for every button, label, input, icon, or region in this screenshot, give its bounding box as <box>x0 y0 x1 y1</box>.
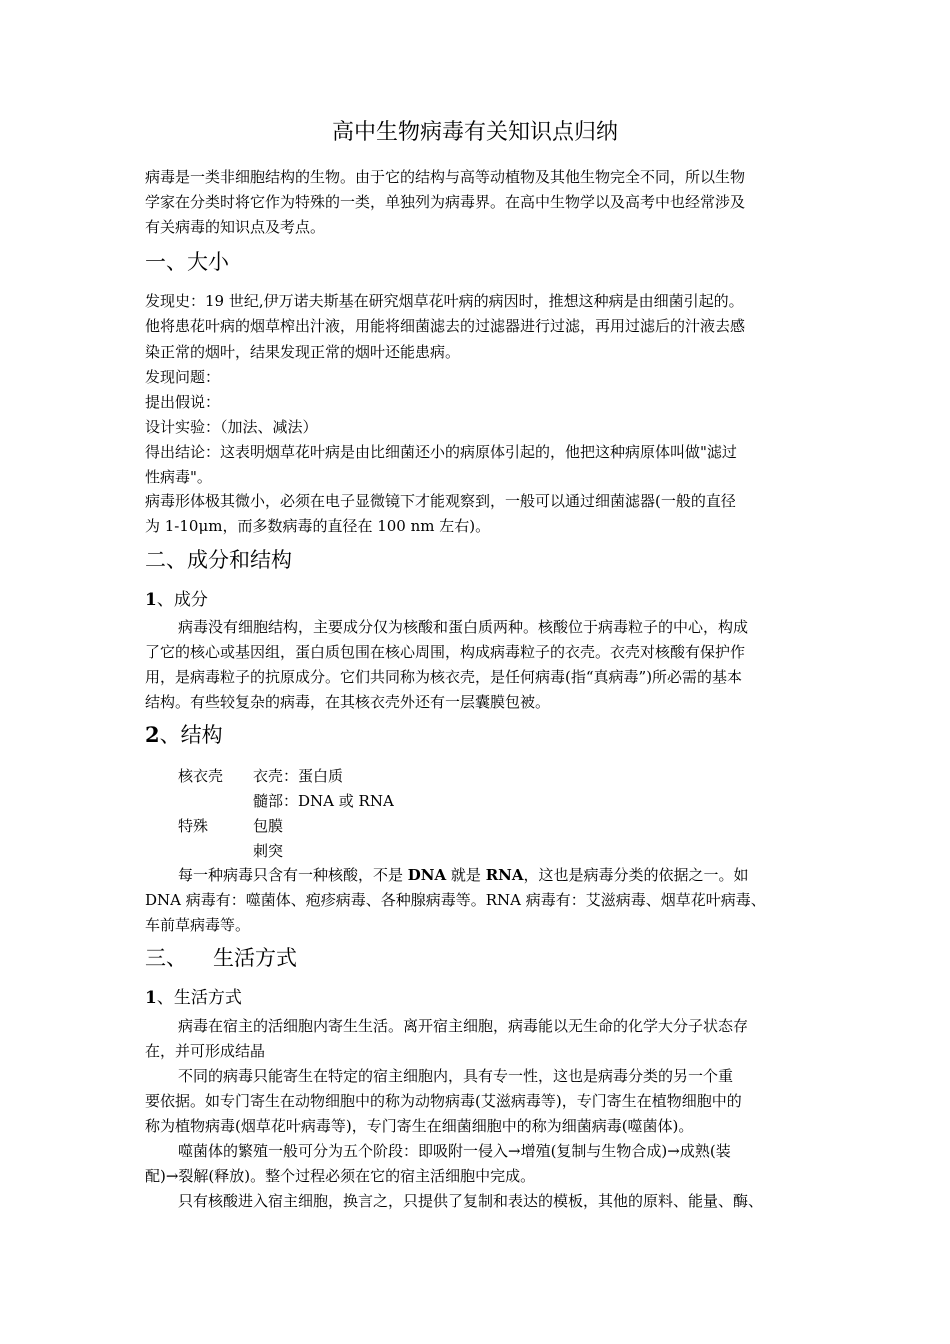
components-line-4: 结构。有些较复杂的病毒，在其核衣壳外还有一层囊膜包被。 <box>145 693 551 711</box>
structure-spike: 刺突 <box>253 842 284 860</box>
rna-emphasis: RNA <box>485 866 524 884</box>
section1-line-9: 病毒形体极其微小，必须在电子显微镜下才能观察到，一般可以通过细菌滤器(一般的直径 <box>145 492 736 510</box>
subsection-heading-structure <box>145 720 223 750</box>
lifestyle-line-6: 噬菌体的繁殖一般可分为五个阶段：即吸附一侵入→增殖(复制与生物合成)→成熟(装 <box>178 1142 731 1160</box>
subsection-number: 1 <box>145 988 157 1008</box>
subsection-label: 、结构 <box>159 723 223 747</box>
text-span: ，这也是病毒分类的依据之一。如 <box>523 866 749 884</box>
subsection-label: 、生活方式 <box>156 988 242 1008</box>
intro-line-3: 有关病毒的知识点及考点。 <box>145 218 326 236</box>
section1-line-4: 发现问题： <box>145 368 221 386</box>
lifestyle-line-2: 在，并可形成结晶 <box>145 1042 266 1060</box>
section1-line-8: 性病毒"。 <box>145 468 212 486</box>
section-heading-size: 一、大小 <box>145 250 229 274</box>
intro-line-1: 病毒是一类非细胞结构的生物。由于它的结构与高等动植物及其他生物完全不同，所以生物 <box>145 168 746 186</box>
lifestyle-line-8: 只有核酸进入宿主细胞，换言之，只提供了复制和表达的模板，其他的原料、能量、酶、 <box>178 1192 764 1210</box>
components-line-1: 病毒没有细胞结构，主要成分仅为核酸和蛋白质两种。核酸位于病毒粒子的中心，构成 <box>178 618 749 636</box>
subsection-heading-components <box>145 588 208 612</box>
lifestyle-line-7: 配)→裂解(释放)。整个过程必须在它的宿主活细胞中完成。 <box>145 1167 536 1185</box>
structure-capsid: 衣壳：蛋白质 <box>253 767 344 785</box>
section1-line-3: 染正常的烟叶，结果发现正常的烟叶还能患病。 <box>145 343 461 361</box>
subsection-number: 1 <box>145 590 157 610</box>
subsection-number: 2 <box>145 722 160 747</box>
intro-line-2: 学家在分类时将它作为特殊的一类，单独列为病毒界。在高中生物学以及高考中也经常涉及 <box>145 193 746 211</box>
components-line-3: 用，是病毒粒子的抗原成分。它们共同称为核衣壳，是任何病毒(指“真病毒”)所必需的基本 <box>145 668 743 686</box>
subsection-label: 、成分 <box>156 590 208 610</box>
heading-text: 生活方式 <box>213 946 297 970</box>
text-span: 每一种病毒只含有一种核酸，不是 <box>178 866 408 884</box>
document-title: 高中生物病毒有关知识点归纳 <box>331 120 618 145</box>
lifestyle-line-3: 不同的病毒只能寄生在特定的宿主细胞内，具有专一性，这也是病毒分类的另一个重 <box>178 1067 734 1085</box>
section1-line-10: 为 1-10μm，而多数病毒的直径在 100 nm 左右)。 <box>145 517 491 535</box>
section1-line-2: 他将患花叶病的烟草榨出汁液，用能将细菌滤去的过滤器进行过滤，再用过滤后的汁液去感 <box>145 317 746 335</box>
section1-line-7: 得出结论：这表明烟草花叶病是由比细菌还小的病原体引起的，他把这种病原体叫做"滤过 <box>145 443 737 461</box>
heading-number: 三、 <box>145 946 187 970</box>
subsection-heading-lifestyle <box>145 986 242 1010</box>
nucleic-acid-line-1 <box>178 864 749 886</box>
section1-line-6: 设计实验：（加法、减法） <box>145 418 318 436</box>
structure-core: 髓部：DNA 或 RNA <box>253 792 394 810</box>
dna-emphasis: DNA <box>407 866 447 884</box>
lifestyle-line-4: 要依据。如专门寄生在动物细胞中的称为动物病毒(艾滋病毒等)，专门寄生在植物细胞中的 <box>145 1092 742 1110</box>
lifestyle-line-1: 病毒在宿主的活细胞内寄生生活。离开宿主细胞，病毒能以无生命的化学大分子状态存 <box>178 1017 749 1035</box>
structure-envelope: 包膜 <box>253 817 284 835</box>
structure-special: 特殊 <box>178 817 209 835</box>
lifestyle-line-5: 称为植物病毒(烟草花叶病毒等)，专门寄生在细菌细胞中的称为细菌病毒(噬菌体)。 <box>145 1117 694 1135</box>
nucleic-acid-line-2: DNA 病毒有：噬菌体、疱疹病毒、各种腺病毒等。RNA 病毒有：艾滋病毒、烟草花叶病毒、 <box>145 891 766 909</box>
structure-nucleocapsid: 核衣壳 <box>178 767 224 785</box>
section-heading-composition: 二、成分和结构 <box>145 548 292 572</box>
section1-line-5: 提出假说： <box>145 393 221 411</box>
components-line-2: 了它的核心或基因组，蛋白质包围在核心周围，构成病毒粒子的衣壳。衣壳对核酸有保护作 <box>145 643 746 661</box>
section1-line-1: 发现史：19 世纪,伊万诺夫斯基在研究烟草花叶病的病因时，推想这种病是由细菌引起的。 <box>145 292 744 310</box>
text-span: 就是 <box>446 866 486 884</box>
section-heading-lifestyle <box>145 943 297 973</box>
nucleic-acid-line-3: 车前草病毒等。 <box>145 916 251 934</box>
